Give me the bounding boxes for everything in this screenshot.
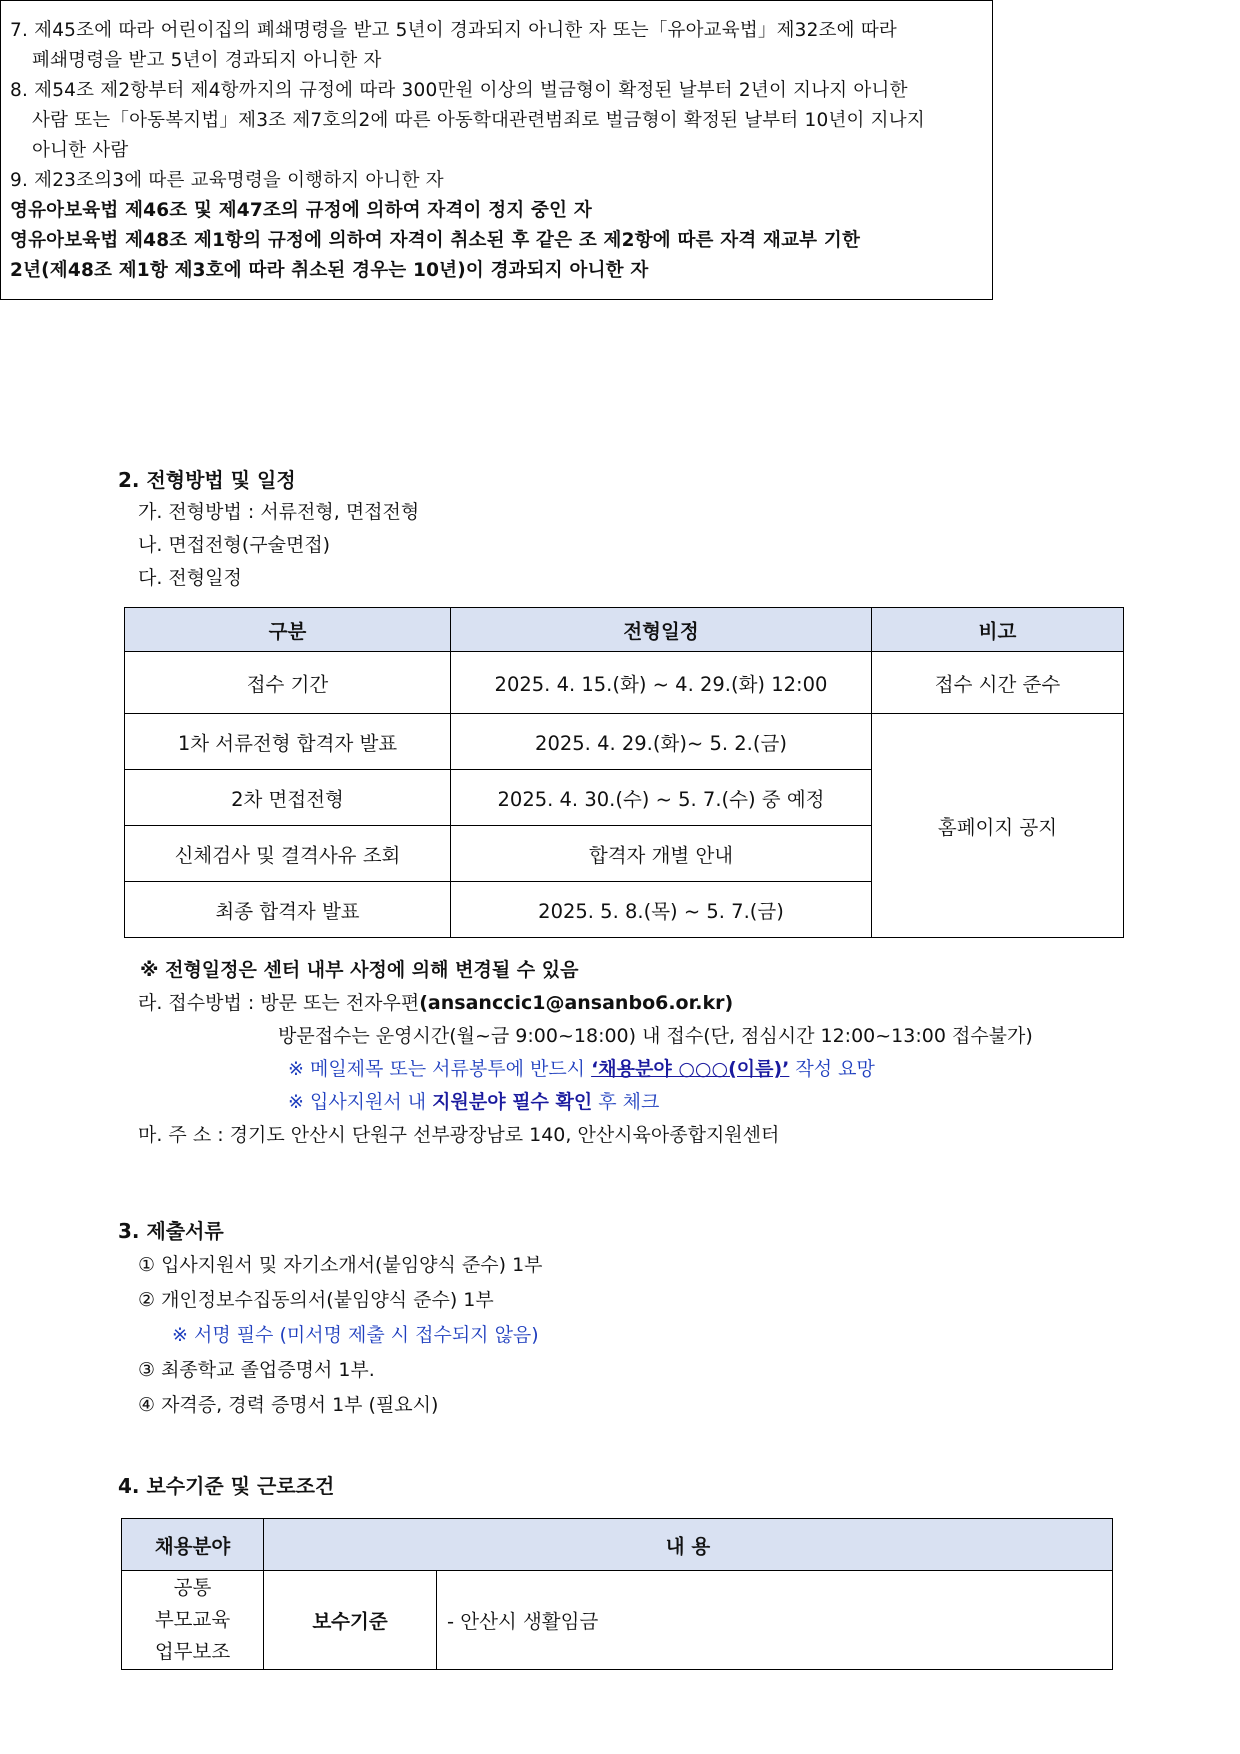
box-line: 사람 또는「아동복지법」제3조 제7호의2에 따른 아동학대관련범죄로 벌금형이 확정된 날부터 10년이 지나지 — [32, 110, 925, 131]
box-line: 8. 제54조 제2항부터 제4항까지의 규정에 따라 300만원 이상의 벌금형이 확정된 날부터 2년이 지나지 아니한 — [10, 80, 908, 101]
schedule-change-note: ※ 전형일정은 센터 내부 사정에 의해 변경될 수 있음 — [140, 959, 579, 981]
table-header: 구분 — [125, 608, 451, 652]
mail-title-note — [288, 1054, 875, 1081]
section2-item: 나. 면접전형(구술면접) — [138, 534, 331, 556]
field-line: 업무보조 — [154, 1640, 231, 1663]
pay-table — [121, 1518, 1113, 1670]
table-header: 채용분야 — [122, 1519, 264, 1571]
section2-item: 가. 전형방법 : 서류전형, 면접전형 — [138, 501, 420, 523]
box-line: 7. 제45조에 따라 어린이집의 폐쇄명령을 받고 5년이 경과되지 아니한 자 또는「유아교육법」제32조에 따라 — [10, 20, 897, 41]
table-cell: 2025. 4. 15.(화) ~ 4. 29.(화) 12:00 — [451, 652, 872, 714]
table-cell: 2025. 4. 29.(화)~ 5. 2.(금) — [451, 714, 872, 770]
field-cell — [122, 1571, 264, 1670]
table-cell: 합격자 개별 안내 — [451, 826, 872, 882]
table-cell: 2025. 5. 8.(목) ~ 5. 7.(금) — [451, 882, 872, 938]
disqualification-box — [0, 0, 993, 300]
check-note-text: 후 체크 — [592, 1091, 660, 1113]
check-note-emphasis: 지원분야 필수 확인 — [432, 1091, 593, 1113]
table-cell: 2차 면접전형 — [125, 770, 451, 826]
table-cell: 접수 기간 — [125, 652, 451, 714]
document-item: ① 입사지원서 및 자기소개서(붙임양식 준수) 1부 — [138, 1254, 543, 1276]
signature-note: ※ 서명 필수 (미서명 제출 시 접수되지 않음) — [172, 1324, 539, 1346]
mail-note-text: ※ 메일제목 또는 서류봉투에 반드시 — [288, 1058, 592, 1080]
mail-note-text: 작성 요망 — [789, 1058, 875, 1080]
table-row — [125, 714, 1124, 770]
box-line: 9. 제23조의3에 따른 교육명령을 이행하지 아니한 자 — [10, 170, 444, 191]
section2-item: 다. 전형일정 — [138, 567, 242, 589]
box-bold-line: 2년(제48조 제1항 제3호에 따라 취소된 경우는 10년)이 경과되지 아니한 자 — [10, 260, 649, 281]
table-cell: 2025. 4. 30.(수) ~ 5. 7.(수) 중 예정 — [451, 770, 872, 826]
mail-note-emphasis: ‘채용분야 ○○○(이름)’ — [591, 1058, 790, 1080]
table-cell: 1차 서류전형 합격자 발표 — [125, 714, 451, 770]
visit-info: 방문접수는 운영시간(월~금 9:00~18:00) 내 접수(단, 점심시간 12:00~13:00 접수불가) — [278, 1025, 1033, 1047]
content-cell: - 안산시 생활임금 — [437, 1571, 1113, 1670]
table-header: 전형일정 — [451, 608, 872, 652]
check-field-note — [288, 1087, 659, 1114]
document-item: ③ 최종학교 졸업증명서 1부. — [138, 1359, 375, 1381]
field-line: 부모교육 — [154, 1608, 231, 1631]
table-header: 비고 — [872, 608, 1124, 652]
submission-method-label: 라. 접수방법 : 방문 또는 전자우편 — [138, 992, 420, 1014]
address: 마. 주 소 : 경기도 안산시 단원구 선부광장남로 140, 안산시육아종합지원센터 — [138, 1124, 780, 1146]
email-address: (ansanccic1@ansanbo6.or.kr) — [419, 992, 734, 1014]
table-cell: 신체검사 및 결격사유 조회 — [125, 826, 451, 882]
table-row — [122, 1571, 1113, 1670]
document-item: ② 개인정보수집동의서(붙임양식 준수) 1부 — [138, 1289, 494, 1311]
submission-method — [138, 988, 733, 1015]
box-bold-line: 영유아보육법 제48조 제1항의 규정에 의하여 자격이 취소된 후 같은 조 제2항에 따른 자격 재교부 기한 — [10, 230, 861, 251]
label-cell: 보수기준 — [264, 1571, 437, 1670]
box-line: 폐쇄명령을 받고 5년이 경과되지 아니한 자 — [32, 50, 382, 71]
schedule-table — [124, 607, 1124, 938]
table-cell: 접수 시간 준수 — [872, 652, 1124, 714]
section3-heading: 3. 제출서류 — [118, 1219, 224, 1243]
box-line: 아니한 사람 — [32, 140, 129, 161]
table-header: 내 용 — [264, 1519, 1113, 1571]
section4-heading: 4. 보수기준 및 근로조건 — [118, 1474, 335, 1498]
field-line: 공통 — [173, 1576, 212, 1599]
check-note-text: ※ 입사지원서 내 — [288, 1091, 433, 1113]
box-bold-line: 영유아보육법 제46조 및 제47조의 규정에 의하여 자격이 정지 중인 자 — [10, 200, 592, 221]
table-row — [125, 652, 1124, 714]
section2-heading: 2. 전형방법 및 일정 — [118, 468, 296, 492]
merged-note-cell: 홈페이지 공지 — [872, 714, 1124, 938]
document-item: ④ 자격증, 경력 증명서 1부 (필요시) — [138, 1394, 439, 1416]
table-cell: 최종 합격자 발표 — [125, 882, 451, 938]
